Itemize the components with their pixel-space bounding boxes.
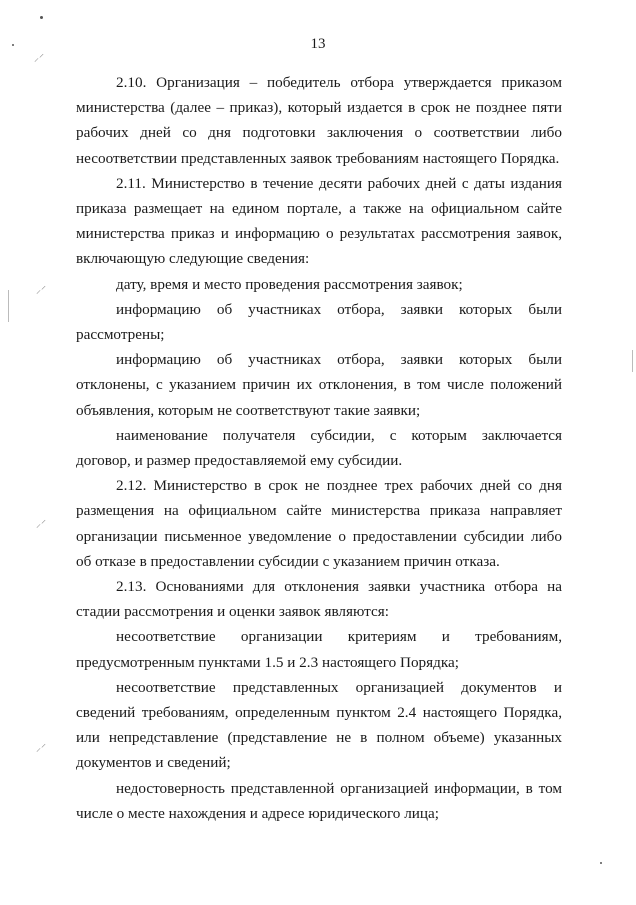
- scan-mark: ⸝⸍: [34, 53, 44, 64]
- scan-mark: ⸝⸍: [36, 285, 46, 296]
- paragraph-2-11: 2.11. Министерство в течение десяти рабочих дней с даты издания приказа размещает на едином портале, а также на официальном сайте министерства приказ и информацию о результатах рассмотрения заявок, включающую следующие сведения:: [76, 174, 562, 268]
- list-item-date-time: дату, время и место проведения рассмотрения заявок;: [116, 275, 463, 293]
- scan-line: [8, 290, 9, 322]
- page-number: 13: [310, 36, 326, 52]
- scan-speck: [12, 44, 14, 46]
- scan-speck: [40, 16, 43, 19]
- paragraph-2-12: 2.12. Министерство в срок не позднее трех рабочих дней со дня размещения на официальном сайте министерства приказа направляет организации письменное уведомление о предоставлении субсидии либо об отказе в предоставлении субсидии с указанием причин отказа.: [76, 477, 562, 570]
- scan-mark: ⸝⸍: [36, 743, 46, 754]
- list-item-rejected-participants: информацию об участниках отбора, заявки которых были отклонены, с указанием причин их отклонения, в том числе положений объявления, которым не соответствуют такие заявки;: [76, 351, 562, 419]
- list-item-recipient-name: наименование получателя субсидии, с которым заключается договор, и размер предоставляемой ему субсидии.: [76, 426, 562, 470]
- document-body: [76, 70, 562, 826]
- scan-line: [632, 350, 633, 372]
- list-item-unreliable-info: недостоверность представленной организацией информации, в том числе о месте нахождения и адресе юридического лица;: [76, 779, 562, 822]
- list-item-documents-mismatch: несоответствие представленных организацией документов и сведений требованиям, определенным пунктом 2.4 настоящего Порядка, или непредставление (представление не в полном объеме) указанных документов и сведений;: [76, 678, 562, 772]
- paragraph-2-13: 2.13. Основаниями для отклонения заявки участника отбора на стадии рассмотрения и оценки заявок являются:: [76, 578, 562, 621]
- scan-speck: [600, 862, 602, 864]
- scan-mark: ⸝⸍: [36, 519, 46, 530]
- list-item-reviewed-participants: информацию об участниках отбора, заявки которых были рассмотрены;: [76, 300, 562, 344]
- paragraph-2-10: 2.10. Организация – победитель отбора утверждается приказом министерства (далее – приказ), который издается в срок не позднее пяти рабочих дней со дня подготовки заключения о соответствии либо несоответствии представленных заявок требованиям настоящего Порядка.: [76, 74, 562, 167]
- list-item-criteria-mismatch: несоответствие организации критериям и требованиям, предусмотренным пунктами 1.5 и 2.3 настоящего Порядка;: [76, 628, 562, 671]
